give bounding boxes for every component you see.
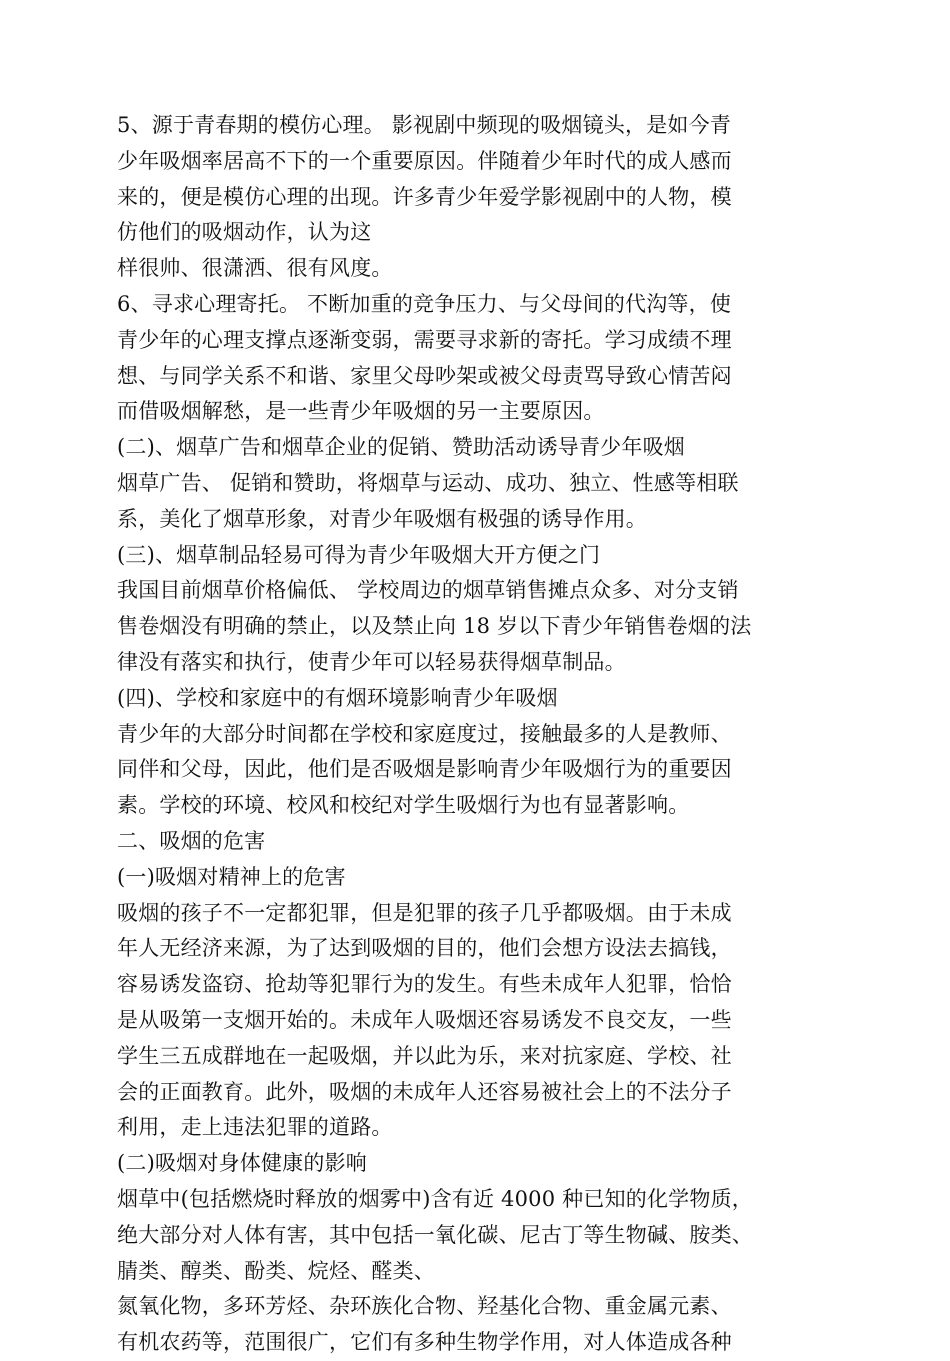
text-line-19: 同伴和父母，因此，他们是否吸烟是影响青少年吸烟行为的重要因 [117,757,732,782]
text-line-33: 腈类、醇类、酚类、烷烃、醛类、 [117,1258,435,1283]
text-line-35: 有机农药等，范围很广，它们有多种生物学作用，对人体造成各种 [117,1330,732,1355]
text-line-11: 烟草广告、 促销和赞助，将烟草与运动、成功、独立、性感等相联 [117,470,739,495]
text-line-2: 少年吸烟率居高不下的一个重要原因。伴随着少年时代的成人感而 [117,148,732,173]
text-line-27: 学生三五成群地在一起吸烟，并以此为乐，来对抗家庭、学校、社 [117,1043,732,1068]
text-line-3: 来的，便是模仿心理的出现。许多青少年爱学影视剧中的人物，模 [117,184,732,209]
text-line-9: 而借吸烟解愁，是一些青少年吸烟的另一主要原因。 [117,399,605,424]
text-line-12: 系，美化了烟草形象，对青少年吸烟有极强的诱导作用。 [117,506,647,531]
text-line-24: 年人无经济来源，为了达到吸烟的目的，他们会想方设法去搞钱， [117,936,732,961]
text-line-6: 6、寻求心理寄托。 不断加重的竞争压力、与父母间的代沟等，使 [117,291,732,316]
text-line-16: 律没有落实和执行，使青少年可以轻易获得烟草制品。 [117,649,626,674]
text-line-31: 烟草中(包括燃烧时释放的烟雾中)含有近 4000 种已知的化学物质， [117,1186,753,1211]
section-heading-3: (三)、烟草制品轻易可得为青少年吸烟大开方便之门 [117,542,601,567]
text-line-26: 是从吸第一支烟开始的。未成年人吸烟还容易诱发不良交友，一些 [117,1007,732,1032]
section-heading-health: (二)吸烟对身体健康的影响 [117,1151,367,1176]
text-line-18: 青少年的大部分时间都在学校和家庭度过，接触最多的人是教师、 [117,721,732,746]
text-line-15: 售卷烟没有明确的禁止，以及禁止向 18 岁以下青少年销售卷烟的法 [117,614,752,639]
text-line-14: 我国目前烟草价格偏低、 学校周边的烟草销售摊点众多、对分支销 [117,578,739,603]
text-line-28: 会的正面教育。此外，吸烟的未成年人还容易被社会上的不法分子 [117,1079,732,1104]
section-heading-4: (四)、学校和家庭中的有烟环境影响青少年吸烟 [117,685,558,710]
text-line-23: 吸烟的孩子不一定都犯罪，但是犯罪的孩子几乎都吸烟。由于未成 [117,900,732,925]
text-line-29: 利用，走上违法犯罪的道路。 [117,1115,393,1140]
text-line-5: 样很帅、很潇洒、很有风度。 [117,256,393,281]
text-line-25: 容易诱发盗窃、抢劫等犯罪行为的发生。有些未成年人犯罪，恰恰 [117,972,732,997]
text-line-34: 氮氧化物，多环芳烃、杂环族化合物、羟基化合物、重金属元素、 [117,1294,732,1319]
body-text [117,108,857,1361]
section-heading-2: (二)、烟草广告和烟草企业的促销、赞助活动诱导青少年吸烟 [117,435,685,460]
text-line-20: 素。学校的环境、校风和校纪对学生吸烟行为也有显著影响。 [117,793,690,818]
chapter-heading-harms: 二、吸烟的危害 [117,828,266,853]
text-line-7: 青少年的心理支撑点逐渐变弱，需要寻求新的寄托。学习成绩不理 [117,327,732,352]
text-line-32: 绝大部分对人体有害，其中包括一氧化碳、尼古丁等生物碱、胺类、 [117,1222,753,1247]
text-line-8: 想、与同学关系不和谐、家里父母吵架或被父母责骂导致心情苦闷 [117,363,732,388]
text-line-1: 5、源于青春期的模仿心理。 影视剧中频现的吸烟镜头，是如今青 [117,113,732,137]
section-heading-mental: (一)吸烟对精神上的危害 [117,864,346,889]
text-line-4: 仿他们的吸烟动作，认为这 [117,220,372,245]
